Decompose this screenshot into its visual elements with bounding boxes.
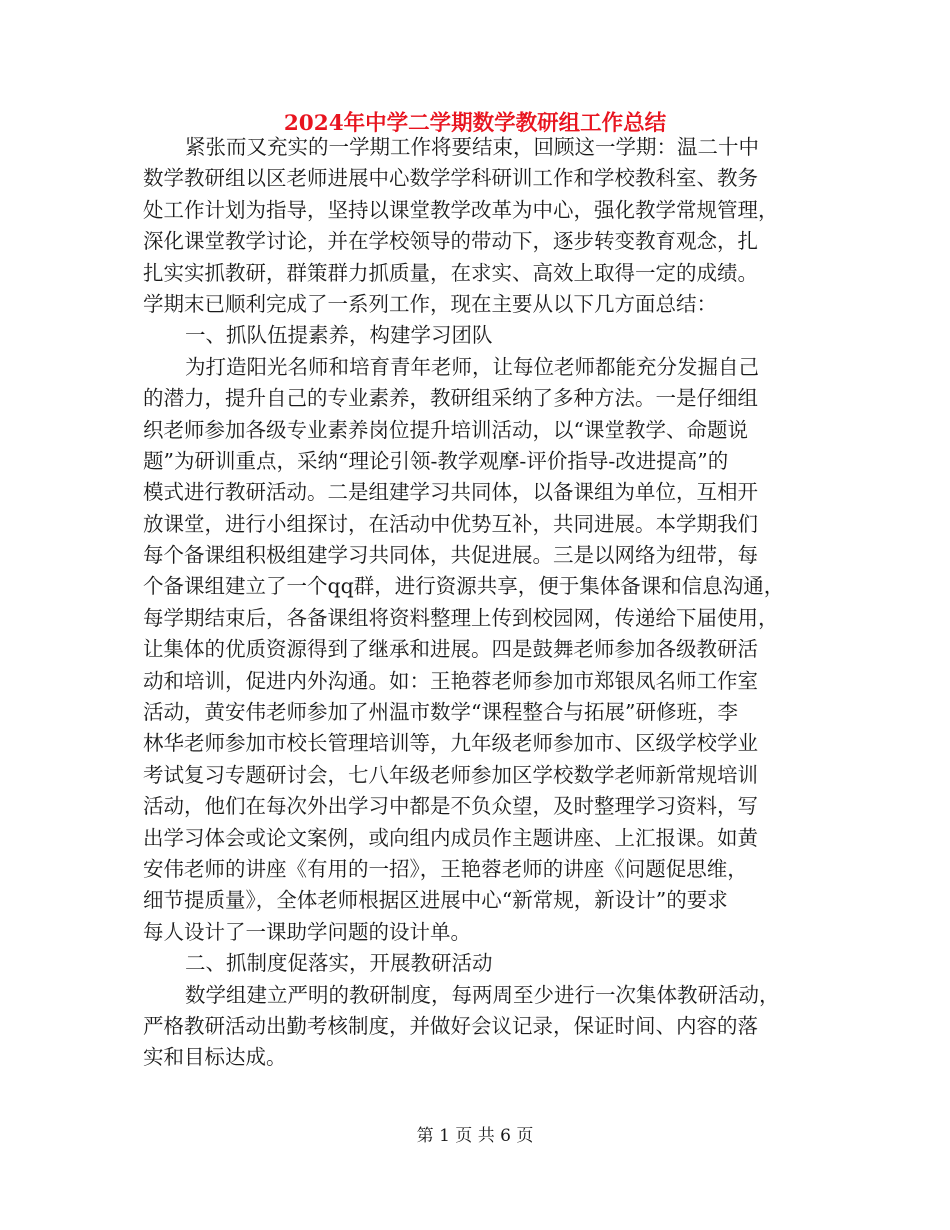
text-line: 的潜力，提升自己的专业素养，教研组采纳了多种方法。一是仔细组	[143, 386, 758, 411]
text-line: 数学教研组以区老师进展中心数学学科研训工作和学校教科室、教务	[143, 166, 758, 191]
text-line: 数学组建立严明的教研制度，每两周至少进行一次集体教研活动，	[185, 982, 780, 1007]
text-line: 动和培训，促进内外沟通。如：王艳蓉老师参加市郑银凤名师工作室	[143, 668, 758, 693]
text-line: 学期末已顺利完成了一系列工作，现在主要从以下几方面总结：	[143, 291, 717, 316]
text-line: 二、抓制度促落实，开展教研活动	[185, 951, 493, 976]
text-line: 紧张而又充实的一学期工作将要结束，回顾这一学期：温二十中	[185, 135, 759, 159]
page-footer: 第 1 页 共 6 页	[416, 1126, 534, 1146]
text-line: 每学期结束后，各备课组将资料整理上传到校园网，传递给下届使用，	[143, 605, 779, 630]
text-line: 活动，他们在每次外出学习中都是不负众望，及时整理学习资料，写	[143, 794, 758, 819]
text-line: 安伟老师的讲座《有用的一招》，王艳蓉老师的讲座《问题促思维，	[143, 856, 748, 881]
document-title: 2024年中学二学期数学教研组工作总结	[283, 111, 667, 136]
text-line: 活动，黄安伟老师参加了州温市数学“课程整合与拓展”研修班，李	[143, 700, 738, 725]
text-line: 出学习体会或论文案例，或向组内成员作主题讲座、上汇报课。如黄	[143, 825, 758, 850]
document-body	[143, 132, 823, 1074]
text-line: 模式进行教研活动。二是组建学习共同体，以备课组为单位，互相开	[143, 480, 758, 505]
text-line: 每个备课组积极组建学习共同体，共促进展。三是以网络为纽带，每	[143, 543, 758, 568]
text-line: 实和目标达成。	[143, 1045, 287, 1070]
text-line: 放课堂，进行小组探讨，在活动中优势互补，共同进展。本学期我们	[143, 511, 758, 536]
text-line: 为打造阳光名师和培育青年老师，让每位老师都能充分发掘自己	[185, 354, 759, 379]
text-line: 织老师参加各级专业素养岗位提升培训活动，以“课堂教学、命题说	[143, 417, 748, 442]
text-line: 林华老师参加市校长管理培训等，九年级老师参加市、区级学校学业	[143, 731, 758, 756]
text-line: 细节提质量》，全体老师根据区进展中心“新常规，新设计”的要求	[143, 888, 728, 913]
text-line: 每人设计了一课助学问题的设计单。	[143, 919, 471, 944]
text-line: 严格教研活动出勤考核制度，并做好会议记录，保证时间、内容的落	[143, 1013, 758, 1038]
text-line: 题”为研训重点，采纳“理论引领-教学观摩-评价指导-改进提高”的	[143, 448, 729, 473]
text-line: 扎实实抓教研，群策群力抓质量，在求实、高效上取得一定的成绩。	[143, 260, 758, 285]
text-line: 处工作计划为指导，坚持以课堂教学改革为中心，强化教学常规管理，	[143, 197, 779, 222]
text-line: 一、抓队伍提素养，构建学习团队	[185, 323, 493, 348]
text-line: 个备课组建立了一个qq群，进行资源共享，便于集体备课和信息沟通，	[143, 574, 785, 599]
text-line: 让集体的优质资源得到了继承和进展。四是鼓舞老师参加各级教研活	[143, 637, 758, 662]
text-line: 考试复习专题研讨会，七八年级老师参加区学校数学老师新常规培训	[143, 762, 758, 787]
text-line: 深化课堂教学讨论，并在学校领导的带动下，逐步转变教育观念，扎	[143, 229, 758, 254]
